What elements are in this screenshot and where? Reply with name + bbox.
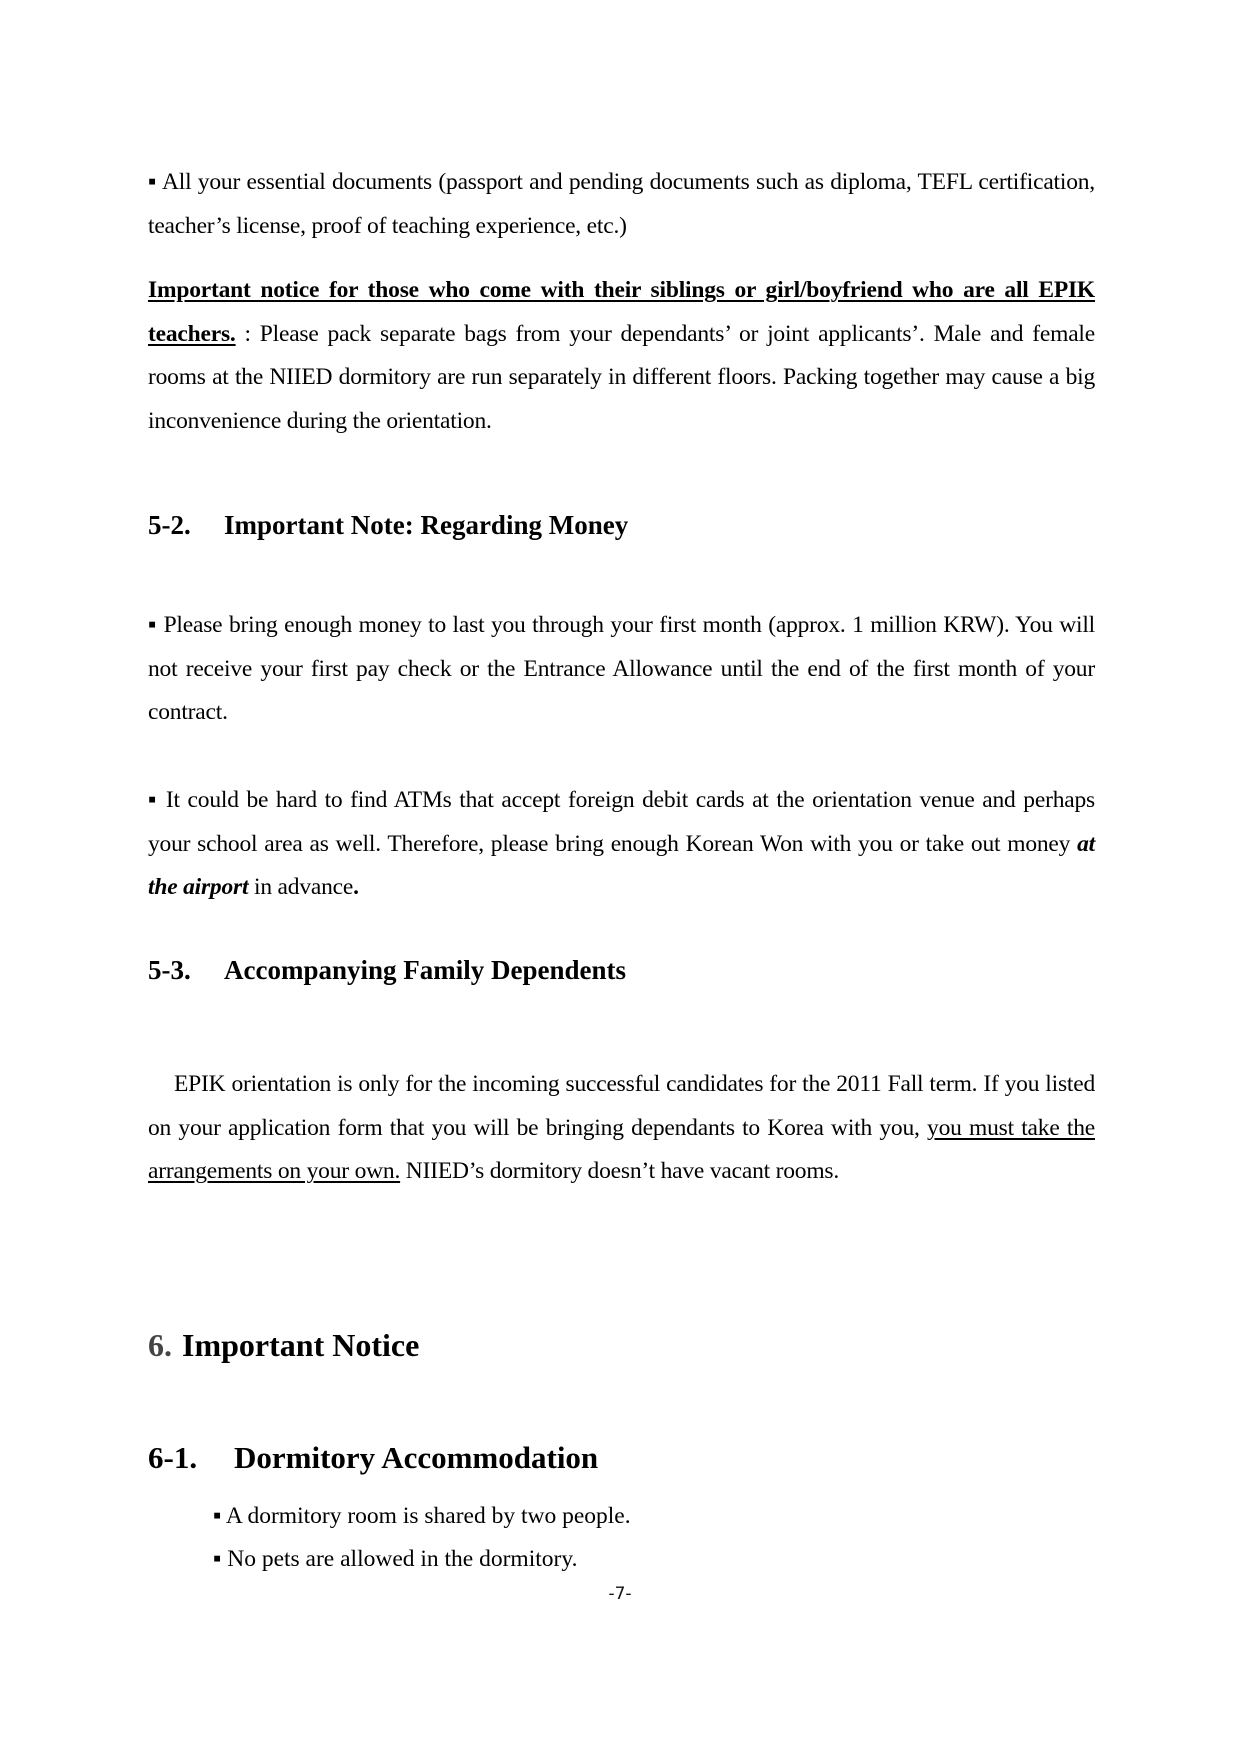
money-bullet-text: Please bring enough money to last you through your first month (approx. 1 million KRW). You will not receive your first pay check or the Entrance Allowance until the end of the first month of your contract. — [148, 612, 1095, 725]
section-number: 5-3. — [148, 955, 191, 985]
section-number: 6-1. — [148, 1440, 198, 1475]
bullet-icon: ▪ — [148, 169, 157, 195]
essentials-paragraph — [148, 161, 1095, 248]
bullet-icon: ▪ — [213, 1546, 222, 1572]
section-title: Important Note: Regarding Money — [224, 510, 629, 540]
atm-final-punct: . — [353, 874, 359, 900]
section-5-2-heading — [148, 510, 628, 541]
atm-emphasis: at the airport — [148, 830, 1095, 900]
dependents-text-after: NIIED’s dormitory doesn’t have vacant rooms. — [400, 1158, 840, 1184]
money-bullet-first-month — [148, 604, 1095, 735]
page-number: -7- — [608, 1584, 632, 1604]
sibling-notice-text: : Please pack separate bags from your dependants’ or joint applicants’. Male and female rooms at the NIIED dormitory are run separately in different floors. Packing together may cause a big inconvenience during the orientation. — [148, 320, 1095, 434]
essentials-text: All your essential documents (passport and pending documents such as diploma, TEFL certification, teacher’s license, proof of teaching experience, etc.) — [148, 169, 1095, 239]
sibling-notice-paragraph — [148, 269, 1095, 443]
section-title: Important Notice — [182, 1327, 420, 1363]
section-number: 6. — [148, 1327, 172, 1363]
section-number: 5-2. — [148, 510, 191, 540]
section-6-1-heading — [148, 1440, 598, 1476]
bullet-icon: ▪ — [148, 787, 159, 813]
bullet-icon: ▪ — [148, 612, 158, 638]
dormitory-bullet-list — [213, 1495, 631, 1581]
dependents-paragraph — [148, 1063, 1095, 1194]
atm-text-before: It could be hard to find ATMs that accept foreign debit cards at the orientation venue and perhaps your school area as well. Therefore, please bring enough Korean Won with you or take out money — [148, 787, 1095, 857]
bullet-icon: ▪ — [213, 1503, 222, 1529]
atm-text-after: in advance — [248, 874, 354, 900]
dependents-text-before: EPIK orientation is only for the incoming successful candidates for the 2011 Fall term. If you listed on your application form that you will be bringing dependants to Korea with you, — [148, 1071, 1095, 1141]
list-item: ▪ A dormitory room is shared by two people. — [213, 1503, 631, 1529]
list-item: ▪ No pets are allowed in the dormitory. — [213, 1546, 578, 1572]
section-title: Dormitory Accommodation — [234, 1440, 599, 1475]
sibling-notice-heading: Important notice for those who come with their siblings or girl/boyfriend who are all EPIK teachers. — [148, 277, 1095, 347]
money-bullet-atm — [148, 779, 1095, 910]
section-5-3-heading — [148, 955, 626, 986]
section-title: Accompanying Family Dependents — [224, 955, 627, 985]
section-6-heading — [148, 1327, 419, 1364]
dependents-underlined: you must take the arrangements on your own. — [148, 1114, 1095, 1184]
